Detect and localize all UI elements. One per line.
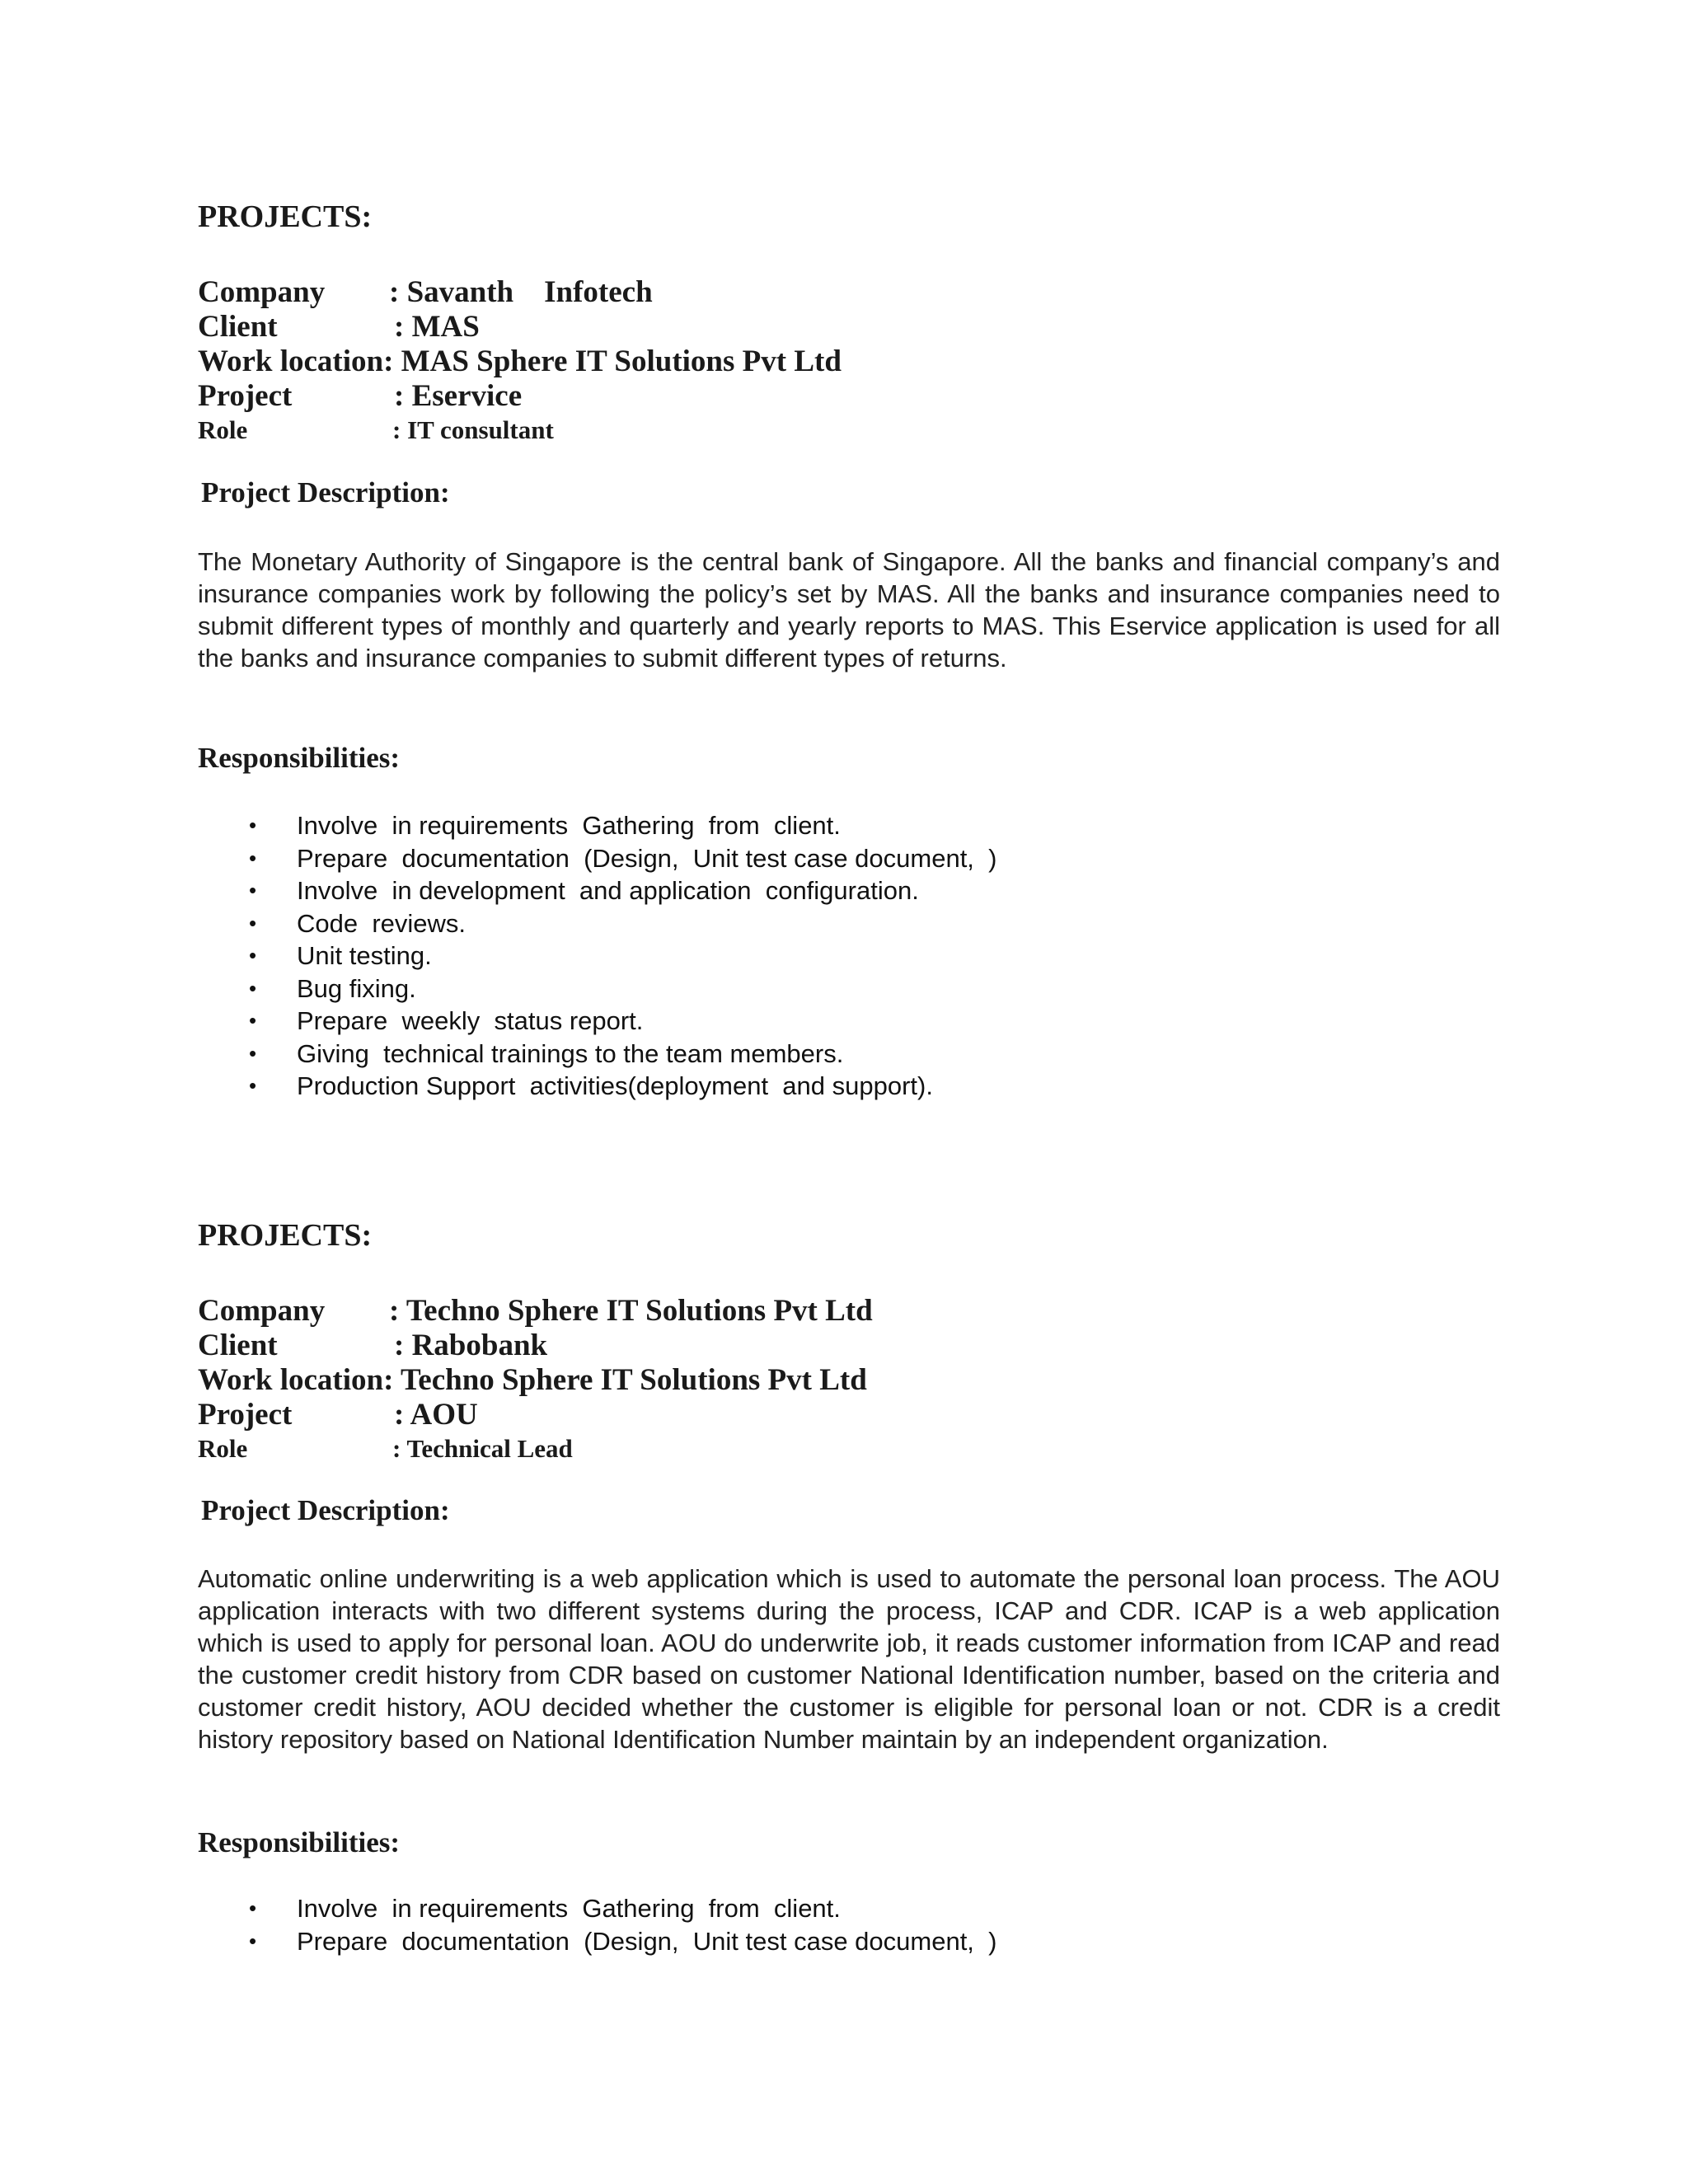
work-location-row xyxy=(198,1363,1500,1398)
project-2-description-heading-block xyxy=(198,1496,1500,1525)
responsibility-item xyxy=(198,809,1500,842)
project-1-responsibilities-block xyxy=(198,809,1500,1103)
responsibility-item xyxy=(198,940,1500,972)
bullet-icon: • xyxy=(249,1896,257,1920)
responsibility-text: Prepare documentation (Design, Unit test case document, ) xyxy=(297,1926,997,1956)
company-row xyxy=(198,1294,1500,1329)
responsibility-item xyxy=(198,1892,1500,1925)
bullet-icon: • xyxy=(249,1928,257,1953)
project-row xyxy=(198,1398,1500,1432)
client-value: : Rabobank xyxy=(394,1329,548,1362)
responsibilities-list xyxy=(198,809,1500,1103)
bullet-icon: • xyxy=(249,1073,257,1098)
responsibility-text: Production Support activities(deployment and support). xyxy=(297,1071,933,1100)
client-value: : MAS xyxy=(394,310,480,344)
bullet-icon: • xyxy=(249,1040,257,1066)
client-label: Client xyxy=(198,310,278,344)
responsibility-item xyxy=(198,842,1500,875)
responsibility-text: Prepare weekly status report. xyxy=(297,1006,644,1035)
project-1-description-heading-block xyxy=(198,478,1500,507)
company-label: Company xyxy=(198,1294,326,1328)
work-location-value: Techno Sphere IT Solutions Pvt Ltd xyxy=(393,1363,867,1397)
bullet-icon: • xyxy=(249,975,257,1001)
work-location-value: MAS Sphere IT Solutions Pvt Ltd xyxy=(393,344,842,378)
responsibility-item xyxy=(198,1070,1500,1103)
work-location-label: Work location: xyxy=(198,1363,394,1397)
responsibility-text: Giving technical trainings to the team members. xyxy=(297,1038,844,1068)
bullet-icon: • xyxy=(249,813,257,837)
responsibilities-heading: Responsibilities: xyxy=(198,742,401,774)
project-info xyxy=(198,275,1500,447)
company-value: : Techno Sphere IT Solutions Pvt Ltd xyxy=(389,1294,873,1328)
responsibility-item xyxy=(198,1925,1500,1958)
project-2-description-block xyxy=(198,1563,1500,1755)
project-2-header-block xyxy=(198,1220,1500,1465)
responsibility-text: Unit testing. xyxy=(297,941,432,970)
responsibility-text: Involve in development and application configuration. xyxy=(297,876,919,905)
responsibility-text: Bug fixing. xyxy=(297,973,416,1003)
project-2-responsibilities-heading-block xyxy=(198,1828,1500,1857)
responsibility-text: Involve in requirements Gathering from client. xyxy=(297,1894,841,1923)
bullet-icon: • xyxy=(249,943,257,968)
project-1-description-block xyxy=(198,546,1500,674)
project-row xyxy=(198,379,1500,414)
project-label: Project xyxy=(198,1398,293,1432)
bullet-icon: • xyxy=(249,910,257,935)
role-row xyxy=(198,414,1500,447)
project-description-text: Automatic online underwriting is a web application which is used to automate the personal loan process. The AOU application interacts with two different systems during the process, ICAP and CDR. ICAP is a web application which is used to apply for personal loan. AOU do underwrite job, it reads customer information from ICAP and read the customer credit history from CDR based on customer National Identification number, based on the criteria and customer credit history, AOU decided whether the customer is eligible for personal loan or not. CDR is a credit history repository based on National Identification Number maintain by an independent organization. xyxy=(198,1564,1500,1754)
bullet-icon: • xyxy=(249,878,257,902)
project-value: : Eservice xyxy=(394,379,523,413)
project-description-heading: Project Description: xyxy=(201,1494,450,1526)
bullet-icon: • xyxy=(249,845,257,870)
projects-heading: PROJECTS: xyxy=(198,1218,373,1253)
company-value: : Savanth Infotech xyxy=(389,275,653,309)
client-row xyxy=(198,310,1500,344)
projects-heading: PROJECTS: xyxy=(198,199,373,234)
responsibility-text: Prepare documentation (Design, Unit test case document, ) xyxy=(297,843,997,873)
responsibility-item xyxy=(198,907,1500,940)
responsibility-item xyxy=(198,972,1500,1005)
project-description-heading: Project Description: xyxy=(201,476,450,509)
project-value: : AOU xyxy=(394,1398,478,1432)
role-label: Role xyxy=(198,415,248,444)
project-1-header-block xyxy=(198,201,1500,447)
role-label: Role xyxy=(198,1434,248,1463)
responsibility-item xyxy=(198,874,1500,907)
work-location-label: Work location: xyxy=(198,344,394,378)
role-value: : Technical Lead xyxy=(392,1434,573,1463)
project-1-responsibilities-heading-block xyxy=(198,743,1500,772)
company-label: Company xyxy=(198,275,326,309)
client-row xyxy=(198,1329,1500,1363)
responsibility-item xyxy=(198,1005,1500,1038)
responsibility-text: Code reviews. xyxy=(297,908,467,938)
role-row xyxy=(198,1432,1500,1465)
project-2-responsibilities-block xyxy=(198,1892,1500,1957)
client-label: Client xyxy=(198,1329,278,1362)
project-description-text: The Monetary Authority of Singapore is the central bank of Singapore. All the banks and financial company’s and insurance companies work by following the policy’s set by MAS. All the banks and insurance companies need to submit different types of monthly and quarterly and yearly reports to MAS. This Eservice application is used for all the banks and insurance companies to submit different types of returns. xyxy=(198,547,1500,673)
company-row xyxy=(198,275,1500,310)
work-location-row xyxy=(198,344,1500,379)
bullet-icon: • xyxy=(249,1008,257,1033)
project-label: Project xyxy=(198,379,293,413)
responsibilities-list xyxy=(198,1892,1500,1957)
responsibility-item xyxy=(198,1038,1500,1071)
role-value: : IT consultant xyxy=(392,415,554,444)
responsibilities-heading: Responsibilities: xyxy=(198,1826,401,1858)
responsibility-text: Involve in requirements Gathering from client. xyxy=(297,811,841,840)
project-info xyxy=(198,1294,1500,1465)
